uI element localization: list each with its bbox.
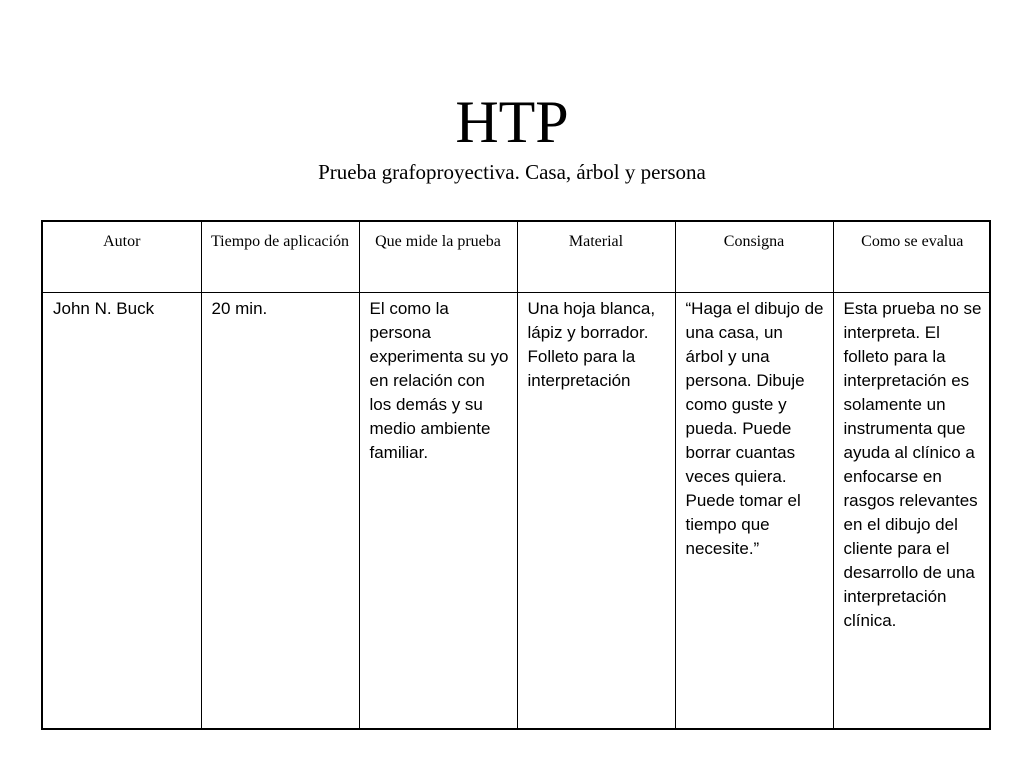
header-consigna: Consigna: [675, 222, 833, 292]
table-header-row: [43, 222, 991, 292]
table: [43, 222, 991, 728]
cell-como-se-evalua: Esta prueba no se interpreta. El folleto para la interpretación es solamente un instrumenta que ayuda al clínico a enfocarse en rasgos relevantes en el dibujo del cliente para el desarrollo de una interpretación clínica.: [833, 292, 991, 728]
cell-tiempo-de-aplicacion: 20 min.: [201, 292, 359, 728]
header-autor: Autor: [43, 222, 201, 292]
cell-material: Una hoja blanca, lápiz y borrador. Folleto para la interpretación: [517, 292, 675, 728]
slide-title: HTP: [455, 89, 569, 155]
htp-summary-table: [41, 220, 991, 730]
header-como-se-evalua: Como se evalua: [833, 222, 991, 292]
slide-subtitle: Prueba grafoproyectiva. Casa, árbol y persona: [318, 160, 706, 184]
cell-autor: John N. Buck: [43, 292, 201, 728]
cell-que-mide-la-prueba: El como la persona experimenta su yo en relación con los demás y su medio ambiente familiar.: [359, 292, 517, 728]
header-que-mide-la-prueba: Que mide la prueba: [359, 222, 517, 292]
table-row: [43, 292, 991, 728]
header-material: Material: [517, 222, 675, 292]
header-tiempo-de-aplicacion: Tiempo de aplicación: [201, 222, 359, 292]
cell-consigna: “Haga el dibujo de una casa, un árbol y una persona. Dibuje como guste y pueda. Puede borrar cuantas veces quiera. Puede tomar el tiempo que necesite.”: [675, 292, 833, 728]
